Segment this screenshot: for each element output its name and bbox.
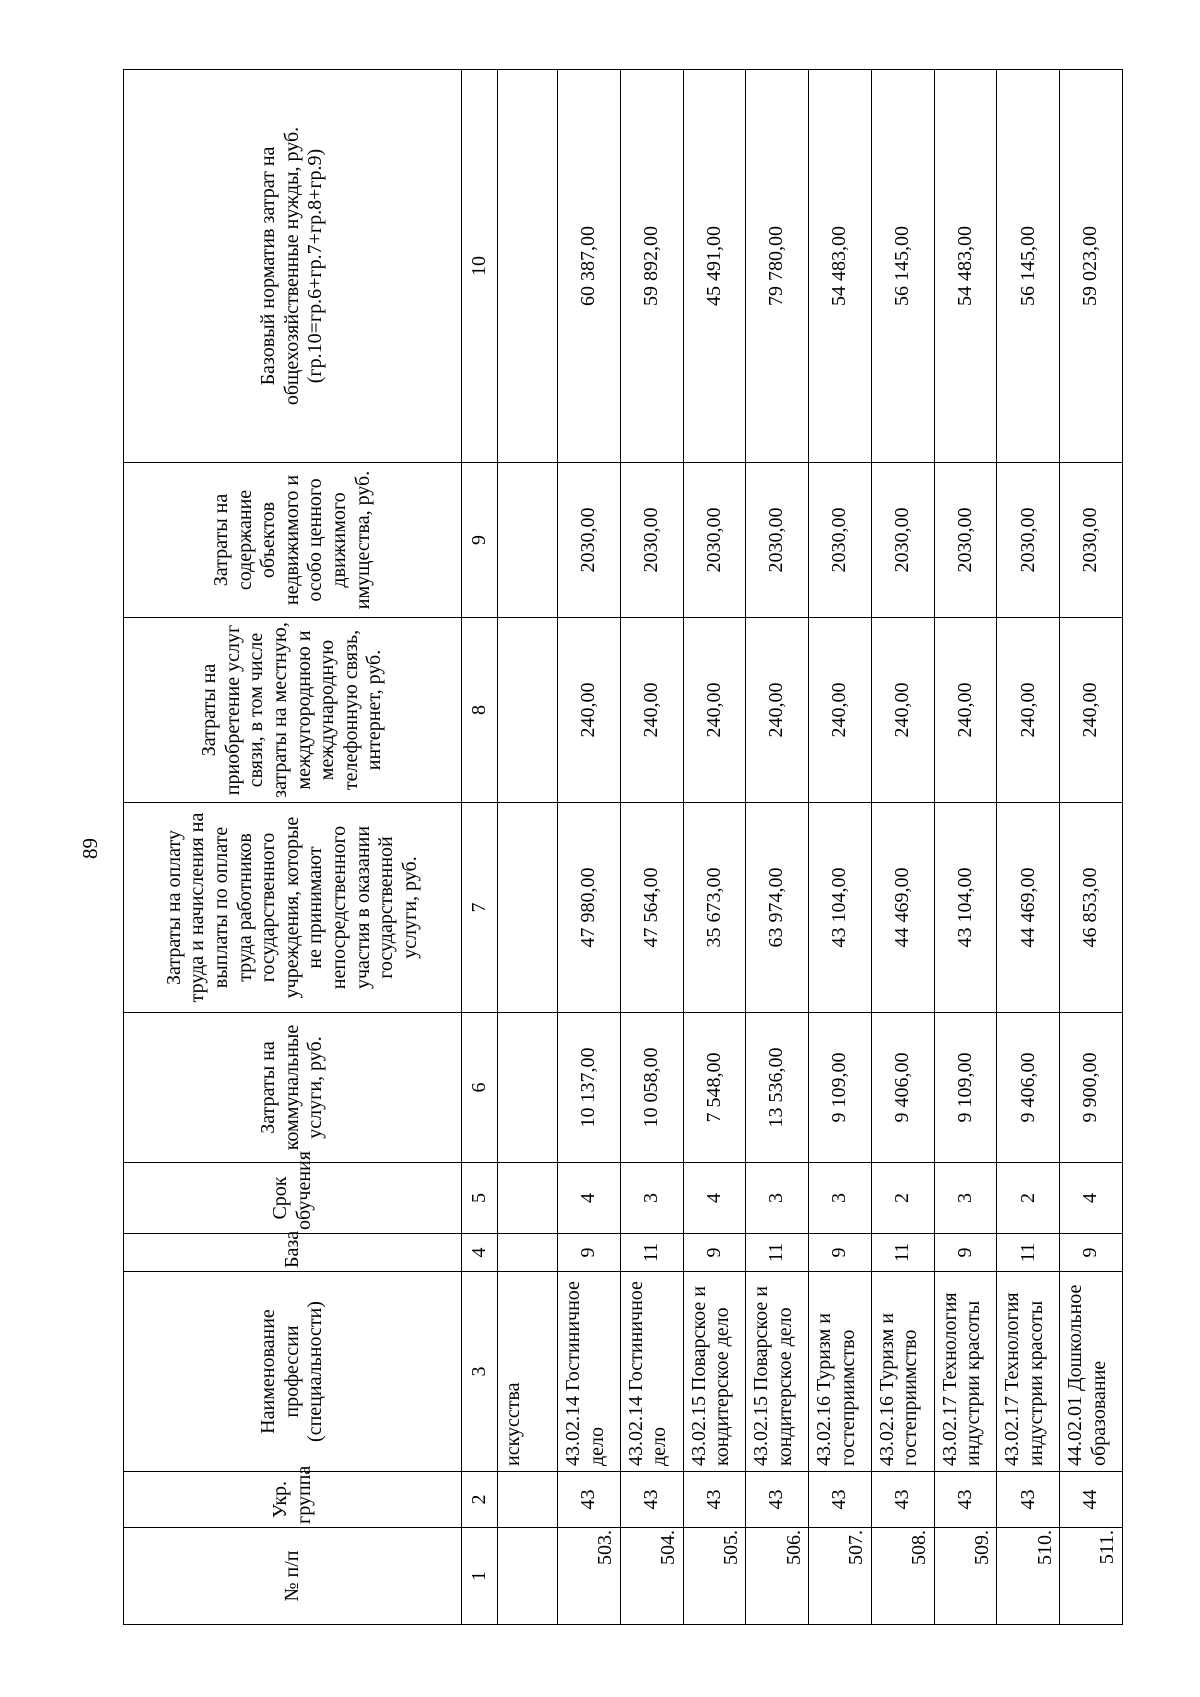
communications-cost-cell: 240,00 (809, 618, 872, 803)
continuation-text: искусства (498, 1272, 558, 1472)
base-norm-cell: 54 483,00 (809, 70, 872, 463)
column-number: 3 (462, 1272, 498, 1472)
table-row (809, 70, 872, 1625)
group-cell: 43 (683, 1472, 746, 1528)
utilities-cost-cell: 9 406,00 (871, 1013, 934, 1163)
header-cell-communications: Затраты на приобретение услуг связи, в том числе затраты на местную, междугороднюю и международную телефонную связь, интернет, руб. (124, 618, 462, 803)
profession-name-cell: 43.02.15 Поварское и кондитерское дело (683, 1272, 746, 1472)
utilities-cost-cell: 13 536,00 (746, 1013, 809, 1163)
header-cell-base-norm: Базовый норматив затрат на общехозяйственные нужды, руб. (гр.10=гр.6+гр.7+гр.8+гр.9) (124, 70, 462, 463)
property-cost-cell: 2030,00 (871, 463, 934, 618)
term-cell: 3 (934, 1163, 997, 1234)
empty-cell (498, 1163, 558, 1234)
communications-cost-cell: 240,00 (871, 618, 934, 803)
header-cell-term: Срок обучения (124, 1163, 462, 1234)
profession-name-cell: 43.02.17 Технология индустрии красоты (934, 1272, 997, 1472)
column-number: 1 (462, 1528, 498, 1625)
labor-cost-cell: 46 853,00 (1060, 803, 1123, 1013)
base-norm-cell: 56 145,00 (871, 70, 934, 463)
group-cell: 43 (871, 1472, 934, 1528)
header-cell-group: Укр. группа (124, 1472, 462, 1528)
term-cell: 3 (809, 1163, 872, 1234)
table-row (934, 70, 997, 1625)
table-row (620, 70, 683, 1625)
empty-cell (498, 463, 558, 618)
column-number: 5 (462, 1163, 498, 1234)
rotated-table-container (123, 70, 1123, 1625)
row-number-cell: 503. (558, 1528, 621, 1625)
header-cell-utilities: Затраты на коммунальные услуги, руб. (124, 1013, 462, 1163)
row-number-cell: 507. (809, 1528, 872, 1625)
utilities-cost-cell: 10 137,00 (558, 1013, 621, 1163)
column-number: 6 (462, 1013, 498, 1163)
utilities-cost-cell: 9 406,00 (997, 1013, 1060, 1163)
empty-cell (498, 1472, 558, 1528)
term-cell: 3 (620, 1163, 683, 1234)
column-number-row (462, 70, 498, 1625)
base-norm-cell: 59 023,00 (1060, 70, 1123, 463)
communications-cost-cell: 240,00 (746, 618, 809, 803)
header-cell-base: База (124, 1234, 462, 1272)
data-rows (558, 70, 1123, 1625)
utilities-cost-cell: 9 109,00 (934, 1013, 997, 1163)
group-cell: 43 (746, 1472, 809, 1528)
table-row (558, 70, 621, 1625)
base-cell: 9 (683, 1234, 746, 1272)
column-number: 4 (462, 1234, 498, 1272)
column-number: 7 (462, 803, 498, 1013)
utilities-cost-cell: 9 900,00 (1060, 1013, 1123, 1163)
communications-cost-cell: 240,00 (997, 618, 1060, 803)
cost-norms-table (123, 69, 1123, 1625)
labor-cost-cell: 43 104,00 (934, 803, 997, 1013)
row-number-cell: 511. (1060, 1528, 1123, 1625)
group-cell: 44 (1060, 1472, 1123, 1528)
labor-cost-cell: 35 673,00 (683, 803, 746, 1013)
empty-cell (498, 1528, 558, 1625)
column-number: 2 (462, 1472, 498, 1528)
base-norm-cell: 60 387,00 (558, 70, 621, 463)
table-row (997, 70, 1060, 1625)
communications-cost-cell: 240,00 (1060, 618, 1123, 803)
property-cost-cell: 2030,00 (934, 463, 997, 618)
utilities-cost-cell: 7 548,00 (683, 1013, 746, 1163)
labor-cost-cell: 47 980,00 (558, 803, 621, 1013)
table-row (1060, 70, 1123, 1625)
communications-cost-cell: 240,00 (683, 618, 746, 803)
profession-name-cell: 43.02.14 Гостиничное дело (620, 1272, 683, 1472)
empty-cell (498, 70, 558, 463)
property-cost-cell: 2030,00 (997, 463, 1060, 618)
base-norm-cell: 45 491,00 (683, 70, 746, 463)
group-cell: 43 (997, 1472, 1060, 1528)
table-row (746, 70, 809, 1625)
base-cell: 9 (934, 1234, 997, 1272)
group-cell: 43 (558, 1472, 621, 1528)
table-row (683, 70, 746, 1625)
property-cost-cell: 2030,00 (746, 463, 809, 618)
base-cell: 11 (746, 1234, 809, 1272)
column-number: 8 (462, 618, 498, 803)
group-cell: 43 (809, 1472, 872, 1528)
header-cell-labor: Затраты на оплату труда и начисления на выплаты по оплате труда работников государственного учреждения, которые не принимают непосредственного участия в оказании государственной услуги, руб. (124, 803, 462, 1013)
term-cell: 4 (1060, 1163, 1123, 1234)
labor-cost-cell: 44 469,00 (871, 803, 934, 1013)
property-cost-cell: 2030,00 (809, 463, 872, 618)
utilities-cost-cell: 10 058,00 (620, 1013, 683, 1163)
group-cell: 43 (620, 1472, 683, 1528)
utilities-cost-cell: 9 109,00 (809, 1013, 872, 1163)
table-row (871, 70, 934, 1625)
row-number-cell: 509. (934, 1528, 997, 1625)
term-cell: 2 (997, 1163, 1060, 1234)
base-cell: 11 (997, 1234, 1060, 1272)
communications-cost-cell: 240,00 (558, 618, 621, 803)
row-number-cell: 510. (997, 1528, 1060, 1625)
term-cell: 2 (871, 1163, 934, 1234)
page-number (78, 828, 102, 868)
header-row (124, 70, 462, 1625)
base-cell: 9 (558, 1234, 621, 1272)
profession-name-cell: 43.02.16 Туризм и гостеприимство (871, 1272, 934, 1472)
communications-cost-cell: 240,00 (620, 618, 683, 803)
profession-name-cell: 43.02.17 Технология индустрии красоты (997, 1272, 1060, 1472)
header-cell-name: Наименование профессии (специальности) (124, 1272, 462, 1472)
base-cell: 9 (1060, 1234, 1123, 1272)
column-number: 10 (462, 70, 498, 463)
labor-cost-cell: 43 104,00 (809, 803, 872, 1013)
labor-cost-cell: 63 974,00 (746, 803, 809, 1013)
property-cost-cell: 2030,00 (620, 463, 683, 618)
base-norm-cell: 59 892,00 (620, 70, 683, 463)
profession-name-cell: 43.02.16 Туризм и гостеприимство (809, 1272, 872, 1472)
row-number-cell: 508. (871, 1528, 934, 1625)
header-cell-property: Затраты на содержание объектов недвижимого и особо ценного движимого имущества, руб. (124, 463, 462, 618)
column-number: 9 (462, 463, 498, 618)
empty-cell (498, 618, 558, 803)
base-cell: 11 (871, 1234, 934, 1272)
base-norm-cell: 79 780,00 (746, 70, 809, 463)
base-norm-cell: 54 483,00 (934, 70, 997, 463)
base-cell: 11 (620, 1234, 683, 1272)
row-number-cell: 506. (746, 1528, 809, 1625)
labor-cost-cell: 47 564,00 (620, 803, 683, 1013)
header-cell-number: № п/п (124, 1528, 462, 1625)
term-cell: 4 (683, 1163, 746, 1234)
profession-name-cell: 44.02.01 Дошкольное образование (1060, 1272, 1123, 1472)
property-cost-cell: 2030,00 (558, 463, 621, 618)
profession-name-cell: 43.02.14 Гостиничное дело (558, 1272, 621, 1472)
property-cost-cell: 2030,00 (683, 463, 746, 618)
base-norm-cell: 56 145,00 (997, 70, 1060, 463)
group-cell: 43 (934, 1472, 997, 1528)
profession-name-cell: 43.02.15 Поварское и кондитерское дело (746, 1272, 809, 1472)
communications-cost-cell: 240,00 (934, 618, 997, 803)
row-number-cell: 504. (620, 1528, 683, 1625)
base-cell: 9 (809, 1234, 872, 1272)
continuation-row (498, 70, 558, 1625)
empty-cell (498, 803, 558, 1013)
empty-cell (498, 1013, 558, 1163)
page-number-text: 89 (77, 837, 102, 859)
term-cell: 3 (746, 1163, 809, 1234)
term-cell: 4 (558, 1163, 621, 1234)
property-cost-cell: 2030,00 (1060, 463, 1123, 618)
labor-cost-cell: 44 469,00 (997, 803, 1060, 1013)
empty-cell (498, 1234, 558, 1272)
row-number-cell: 505. (683, 1528, 746, 1625)
